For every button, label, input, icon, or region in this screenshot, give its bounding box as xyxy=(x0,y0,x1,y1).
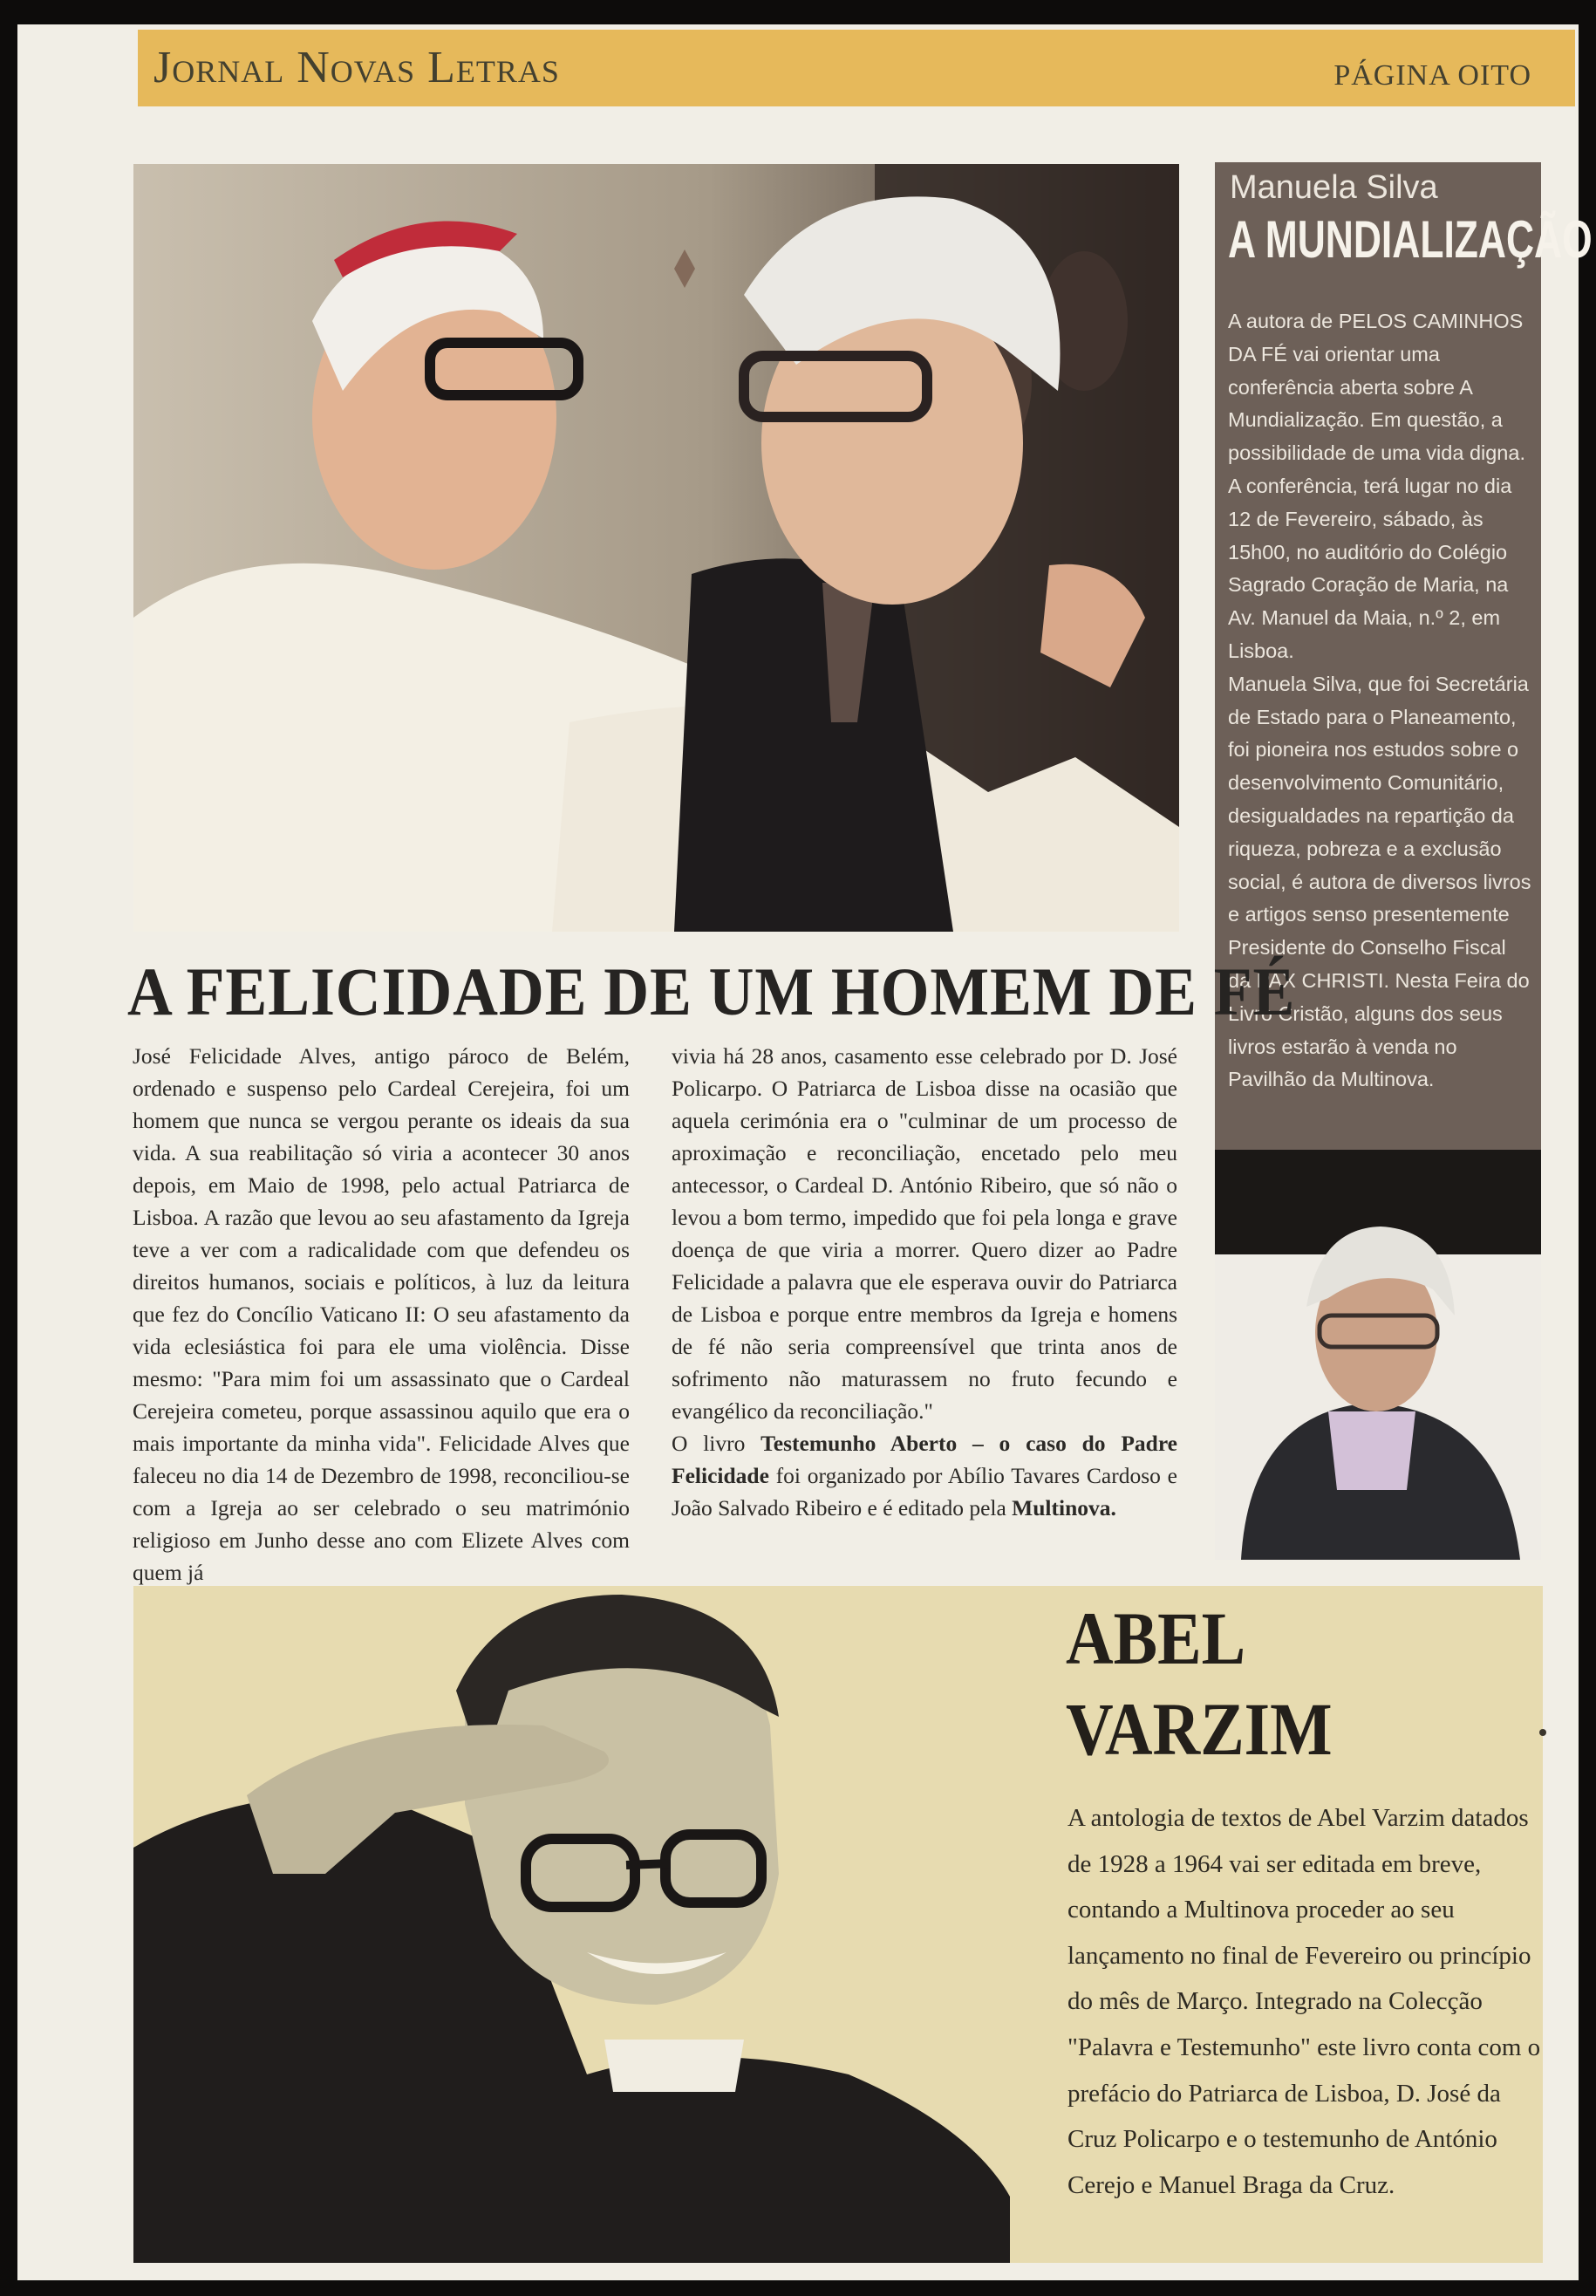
sidebar-paragraph: Manuela Silva, que foi Secretária de Estado para o Planeamento, foi pioneira nos estudos sobre o desenvolvimento Comunitário, desigualdades na repartição da riqueza, pobreza e a exclusão social, é autora de diversos livros e artigos senso presentemente Presidente do Conselho Fiscal da PAX CHRISTI. Nesta Feira do Livro Cristão, alguns dos seus livros estarão à venda no Pavilhão da Multinova. xyxy=(1228,672,1531,1091)
article-paragraph: José Felicidade Alves, antigo pároco de Belém, ordenado e suspenso pelo Cardeal Cerejeira, foi um homem que nunca se vergou perante os ideais da sua vida. A sua reabilitação só viria a acontecer 30 anos depois, em Maio de 1998, pelo actual Patriarca de Lisboa. A razão que levou ao seu afastamento da Igreja teve a ver com a radicalidade com que defendeu os direitos humanos, sociais e políticos, à luz da leitura que fez do Concílio Vaticano II: O seu afastamento da vida eclesiástica foi para ele uma violência. Disse mesmo: "Para mim foi um assassinato que o Cardeal Cerejeira cometeu, porque assassinou aquilo que era o mais importante da minha vida". Felicidade Alves que faleceu no dia 14 de Dezembro de 1998, reconciliou-se com a Igreja ao ser celebrado o seu matrimónio religioso em Junho desse ano com Elizete Alves com quem já xyxy=(133,1043,630,1585)
sidebar-title: A MUNDIALIZAÇÃO xyxy=(1228,210,1593,269)
book-title: Testemunho Aberto – o caso do Padre Felicidade xyxy=(672,1431,1177,1488)
abel-varzim-body xyxy=(1067,1795,1545,2208)
article-column-2 xyxy=(672,1040,1177,1524)
abel-title-line: ABEL xyxy=(1066,1596,1246,1680)
abel-varzim-image xyxy=(133,1586,1010,2263)
manuela-silva-image xyxy=(1215,1150,1541,1560)
masthead-title: Jornal Novas Letras xyxy=(153,43,560,92)
embrace-photo-image xyxy=(133,164,1179,932)
publisher-name: Multinova. xyxy=(1012,1495,1116,1520)
book-credit xyxy=(672,1427,1177,1524)
book-credit-text: foi organizado por Abílio Tavares Cardoso e João Salvado Ribeiro e é editado pela xyxy=(672,1463,1177,1520)
article-column-1 xyxy=(133,1040,630,1589)
abel-paragraph: A antologia de textos de Abel Varzim datados de 1928 a 1964 vai ser editada em breve, contando a Multinova proceder ao seu lançamento no final de Fevereiro ou princípio do mês de Março. Integrado na Colecção "Palavra e Testemunho" este livro conta com o prefácio do Patriarca de Lisboa, D. José da Cruz Policarpo e o testemunho de António Cerejo e Manuel Braga da Cruz. xyxy=(1067,1804,1541,2199)
abel-varzim-title xyxy=(1066,1593,1388,1774)
bullet-dot xyxy=(1539,1729,1546,1736)
embrace-photo xyxy=(133,164,1179,932)
sidebar-author: Manuela Silva xyxy=(1230,169,1438,206)
article-paragraph: vivia há 28 anos, casamento esse celebrado por D. José Policarpo. O Patriarca de Lisboa disse na ocasião que aquela cerimónia era o "culminar de um processo de aproximação e reconciliação, encetado pelo meu antecessor, o Cardeal D. António Ribeiro, que só não o levou a bom termo, impedido que foi pela longa e grave doença de que viria a morrer. Quero dizer ao Padre Felicidade a palavra que ele esperava ouvir do Patriarca de Lisboa e porque entre membros da Igreja e homens de fé não seria compreensível que trinta anos de sofrimento não maturassem no fruto fecundo e evangélico da reconciliação." xyxy=(672,1043,1177,1424)
abel-title-line: VARZIM xyxy=(1066,1687,1333,1771)
article-headline: A FELICIDADE DE UM HOMEM DE FÉ xyxy=(127,953,1296,1029)
abel-varzim-photo xyxy=(133,1586,1010,2263)
page-label: PÁGINA OITO xyxy=(1333,59,1531,92)
sidebar-paragraph: A autora de PELOS CAMINHOS DA FÉ vai orientar uma conferência aberta sobre A Mundialização. Em questão, a possibilidade de uma vida digna. A conferência, terá lugar no dia 12 de Fevereiro, sábado, às 15h00, no auditório do Colégio Sagrado Coração de Maria, na Av. Manuel da Maia, n.º 2, em Lisboa. xyxy=(1228,310,1525,662)
manuela-silva-photo xyxy=(1215,1150,1541,1560)
book-intro: O livro xyxy=(672,1431,761,1456)
